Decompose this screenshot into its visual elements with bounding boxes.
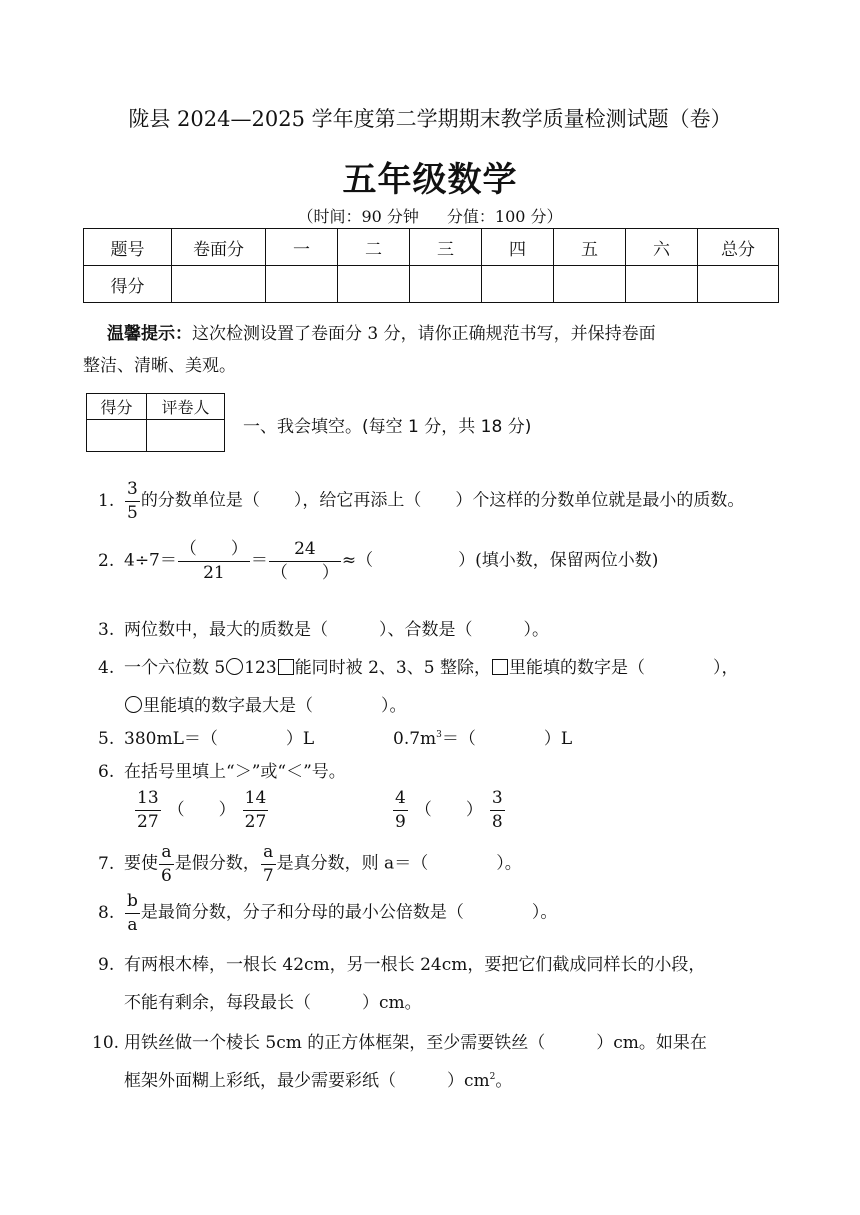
tip-paragraph [83,318,777,382]
grader-name-label: 评卷人 [147,394,225,420]
tip-label: 温馨提示： [107,324,192,344]
superscript: 2 [489,1072,496,1082]
circle-placeholder-icon [125,696,142,713]
score-header-cell: 一 [266,229,338,266]
fraction: $\frac{24}{( )}$ [270,539,339,583]
question-6 [98,757,346,782]
fraction: $\frac{3}{8}$ [491,788,503,832]
score-table [83,228,779,303]
exam-title: 陇县 2024—2025 学年度第二学期期末教学质量检测试题（卷） [128,107,732,131]
score-cell[interactable] [410,266,482,303]
time-info: （时间：90 分钟 [297,207,419,226]
question-text: 在括号里填上“＞”或“＜”号。 [124,762,346,782]
answer-blank[interactable]: （ ） [167,799,236,820]
question-text: 是真分数，则 a＝（ ）。 [276,853,522,874]
question-text: 0.7m [393,729,437,749]
question-6-compare-2 [392,789,506,831]
square-placeholder-icon [492,659,508,675]
fraction: $\frac{14}{27}$ [244,788,267,832]
score-header-cell: 二 [338,229,410,266]
score-header-cell: 四 [482,229,554,266]
tip-line1: 这次检测设置了卷面分 3 分，请你正确规范书写，并保持卷面 [192,324,656,344]
square-placeholder-icon [278,659,294,675]
question-number: 3. [98,620,115,640]
question-text: 是假分数， [174,853,260,874]
superscript: 3 [436,730,442,740]
question-number: 6. [98,762,115,782]
question-text: 。 [495,1071,513,1091]
question-number: 7. [98,853,115,874]
question-number: 2. [98,550,115,571]
question-number: 8. [98,902,115,923]
question-3 [98,615,549,640]
question-4-line2 [124,691,407,716]
grader-score-cell[interactable] [87,420,147,452]
exam-meta [0,204,860,227]
fraction: $\frac{b}{a}$ [127,891,138,935]
question-number: 9. [98,955,115,975]
circle-placeholder-icon [226,658,243,675]
question-4 [98,653,738,678]
question-number: 1. [98,490,115,511]
score-header-cell: 六 [626,229,698,266]
question-9-line2: 不能有剩余，每段最长（ ）cm。 [124,993,422,1013]
fraction: $\frac{13}{27}$ [137,788,159,832]
score-table-score-row [84,266,779,303]
score-row-label: 得分 [84,266,172,303]
question-text: 用铁丝做一个棱长 5cm 的正方体框架，至少需要铁丝（ ）cm。如果在 [124,1033,707,1053]
question-7 [98,843,522,885]
question-1 [98,480,744,522]
question-text: 一个六位数 5 [124,658,226,678]
score-table-header-row [84,229,779,266]
score-cell[interactable] [172,266,266,303]
equals-sign: ＝ [250,550,268,571]
score-cell[interactable] [626,266,698,303]
fraction: $\frac{a}{7}$ [262,842,274,886]
question-number: 5. [98,729,115,749]
grader-box [86,393,225,452]
question-8 [98,892,557,934]
question-10-line2 [124,1066,512,1091]
question-text: 的分数单位是（ ），给它再添上（ ）个这样的分数单位就是最小的质数。 [140,490,745,511]
tip-line2: 整洁、清晰、美观。 [83,356,236,376]
score-header-cell: 总分 [698,229,779,266]
question-text: ≈（ ）(填小数，保留两位小数) [341,550,659,571]
question-5 [98,724,314,749]
question-number: 10. [92,1033,120,1053]
question-2 [98,540,658,582]
score-cell[interactable] [698,266,779,303]
fraction: $\frac{4}{9}$ [395,788,406,832]
question-6-compare-1 [134,789,269,831]
question-text: 是最简分数，分子和分母的最小公倍数是（ ）。 [140,902,558,923]
question-text: 要使 [124,853,158,874]
score-cell[interactable] [482,266,554,303]
score-info: 分值：100 分） [446,207,563,226]
score-header-cell: 三 [410,229,482,266]
question-text: 里能填的数字最大是（ ）。 [143,696,407,716]
score-cell[interactable] [266,266,338,303]
question-text: 4÷7＝ [124,550,177,571]
question-9 [98,950,705,975]
question-number: 4. [98,658,115,678]
exam-subject: 五年级数学 [342,160,518,200]
question-text: 两位数中，最大的质数是（ ）、合数是（ ）。 [124,620,549,640]
fraction: $\frac{( )}{21}$ [179,539,248,583]
question-text: 有两根木棒，一根长 42cm，另一根长 24cm，要把它们截成同样长的小段， [124,955,706,975]
answer-blank[interactable]: （ ） [414,799,483,820]
question-text: ＝（ ）L [441,729,573,749]
section1-title: 一、我会填空。(每空 1 分，共 18 分) [243,417,532,437]
question-text: 里能填的数字是（ ）， [508,658,739,678]
score-cell[interactable] [338,266,410,303]
grader-name-cell[interactable] [147,420,225,452]
score-cell[interactable] [554,266,626,303]
score-header-cell: 卷面分 [172,229,266,266]
fraction: $\frac{3}{5}$ [127,479,138,523]
question-text: 框架外面糊上彩纸，最少需要彩纸（ ）cm [124,1071,490,1091]
score-header-cell: 题号 [84,229,172,266]
question-text: 能同时被 2、3、5 整除， [294,658,491,678]
question-text: 380mL＝（ ）L [124,729,315,749]
grader-score-label: 得分 [87,394,147,420]
fraction: $\frac{a}{6}$ [161,842,172,886]
score-header-cell: 五 [554,229,626,266]
question-5-part2 [393,724,572,749]
question-10 [92,1028,707,1053]
question-text: 123 [244,658,277,678]
